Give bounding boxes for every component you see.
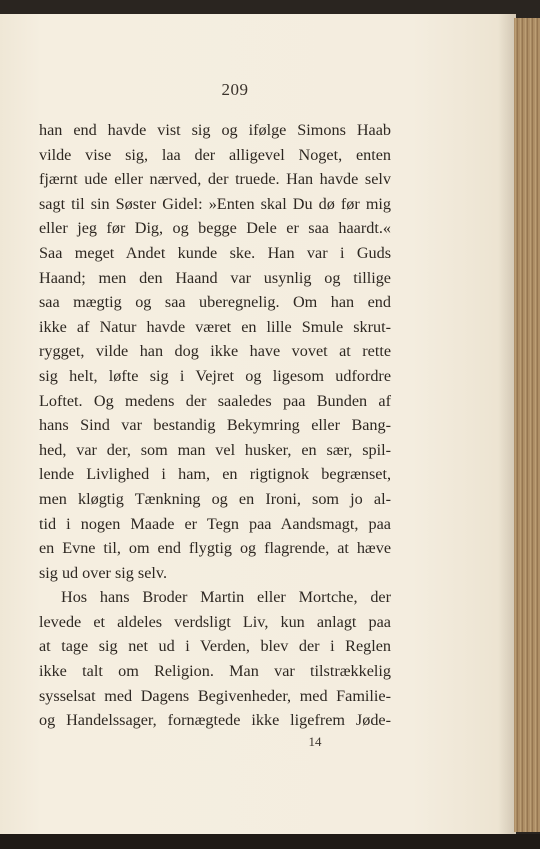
text-line: vilde vise sig, laa der alligevel Noget, enten bbox=[39, 145, 391, 164]
page-edges bbox=[514, 18, 540, 832]
page-number: 209 bbox=[221, 80, 249, 99]
text-line: eller jeg før Dig, og begge Dele er saa haardt.« bbox=[39, 219, 391, 238]
text-line: og Handelssager, fornægtede ikke ligefrem Jøde- bbox=[39, 711, 391, 730]
signature-mark: 14 bbox=[308, 734, 322, 749]
text-line: ikke talt om Religion. Man var tilstrækkelig bbox=[39, 662, 391, 681]
text-line: rygget, vilde han dog ikke have vovet at rette bbox=[39, 342, 391, 361]
text-line: fjærnt ude eller nærved, der truede. Han havde selv bbox=[39, 170, 391, 189]
text-line: hed, var der, som man vel husker, en sær, spil- bbox=[39, 440, 391, 459]
text-line: sagt til sin Søster Gidel: »Enten skal Du dø før mig bbox=[39, 194, 391, 213]
text-line: lende Livlighed i ham, en rigtignok begrænset, bbox=[39, 465, 391, 484]
bottom-edge bbox=[0, 834, 540, 849]
text-line: Saa meget Andet kunde ske. Han var i Guds bbox=[39, 243, 391, 262]
text-line: men kløgtig Tænkning og en Ironi, som jo al- bbox=[39, 489, 391, 508]
text-line: sig ud over sig selv. bbox=[39, 563, 167, 582]
text-line: sysselsat med Dagens Begivenheder, med Familie- bbox=[39, 686, 391, 705]
text-line: levede et aldeles verdsligt Liv, kun anlagt paa bbox=[39, 612, 391, 631]
text-line: hans Sind var bestandig Bekymring eller Bang- bbox=[39, 416, 391, 435]
text-line: Loftet. Og medens der saaledes paa Bunden af bbox=[39, 391, 391, 410]
text-line: en Evne til, om end flygtig og flagrende, at hæve bbox=[39, 539, 391, 558]
text-line: tid i nogen Maade er Tegn paa Aandsmagt, paa bbox=[39, 514, 391, 533]
body-text bbox=[39, 118, 391, 733]
text-line: sig helt, løfte sig i Vejret og ligesom udfordre bbox=[39, 366, 391, 385]
text-line: at tage sig net ud i Verden, blev der i Reglen bbox=[39, 637, 391, 656]
text-line: Hos hans Broder Martin eller Mortche, der bbox=[61, 588, 391, 607]
text-line: ikke af Natur havde været en lille Smule skrut- bbox=[39, 317, 391, 336]
text-line: saa mægtig og saa uberegnelig. Om han end bbox=[39, 293, 391, 312]
text-line: Haand; men den Haand var usynlig og tillige bbox=[39, 268, 391, 287]
text-line: han end havde vist sig og ifølge Simons Haab bbox=[39, 121, 391, 139]
